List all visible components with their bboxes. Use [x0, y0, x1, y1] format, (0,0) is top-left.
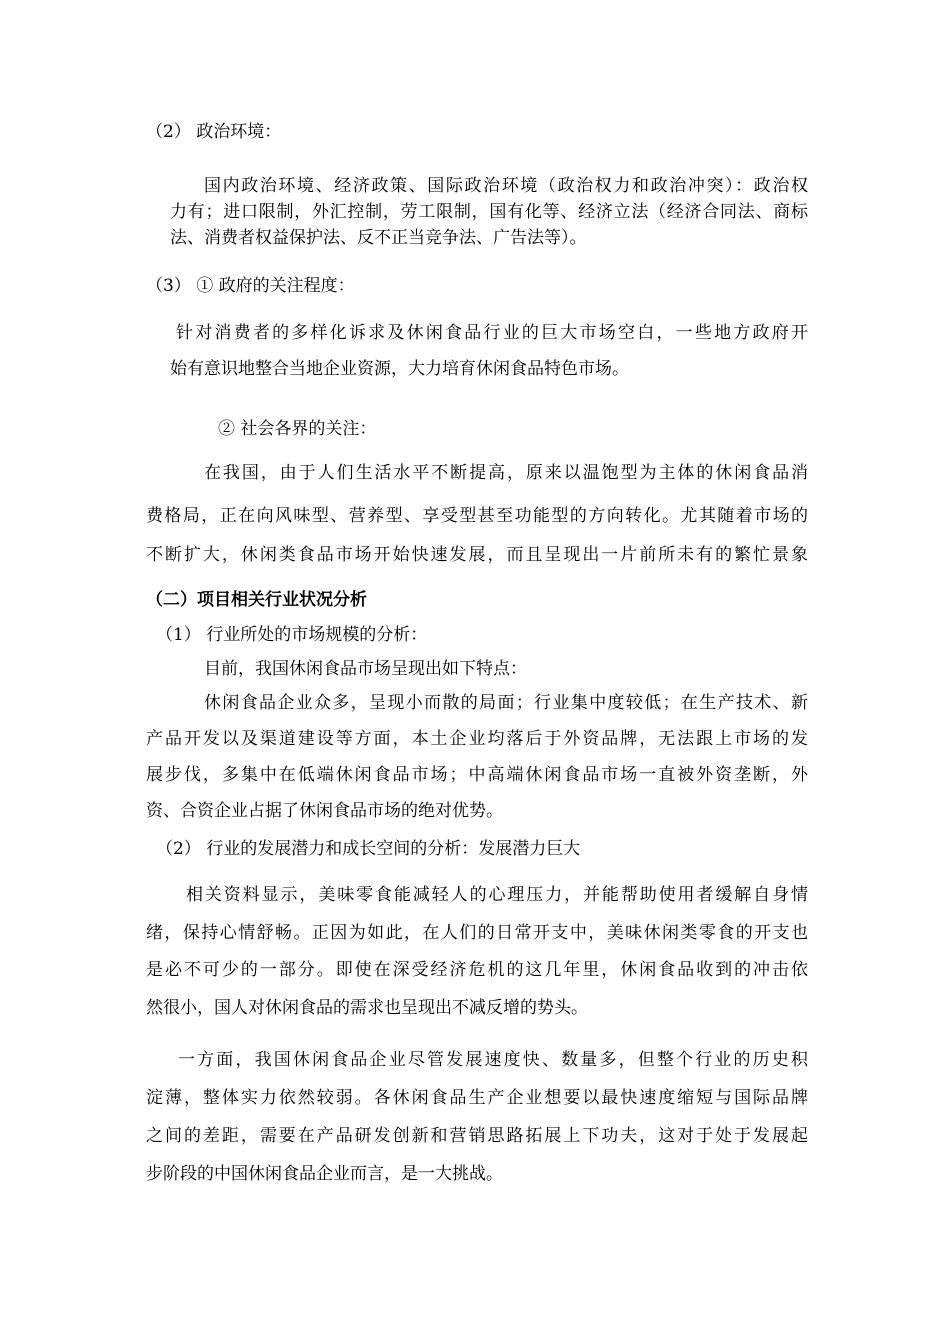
paragraph-line: 针对消费者的多样化诉求及休闲食品行业的巨大市场空白，一些地方政府开: [176, 323, 808, 343]
paragraph-line: 法、消费者权益保护法、反不正当竞争法、广告法等）。: [170, 228, 587, 248]
paragraph-line: 国内政治环境、经济政策、国际政治环境（政治权力和政治冲突）：政治权: [204, 176, 808, 196]
paragraph-line: 产品开发以及渠道建设等方面，本土企业均落后于外资品牌，无法跟上市场的发: [146, 729, 808, 749]
paragraph-line: 始有意识地整合当地企业资源，大力培育休闲食品特色市场。: [170, 359, 629, 379]
paragraph-line: 资、合资企业占据了休闲食品市场的绝对优势。: [146, 801, 503, 821]
paragraph-line: 在我国，由于人们生活水平不断提高，原来以温饱型为主体的休闲食品消: [204, 463, 808, 483]
paragraph-line: 力有；进口限制，外汇控制，劳工限制，国有化等、经济立法（经济合同法、商标: [170, 202, 808, 222]
paragraph-line: 然很小，国人对休闲食品的需求也呈现出不减反增的势头。: [146, 998, 588, 1018]
paragraph-line: 展步伐，多集中在低端休闲食品市场；中高端休闲食品市场一直被外资垄断，外: [146, 765, 808, 785]
paragraph-line: 是必不可少的一部分。即使在深受经济危机的这几年里，休闲食品收到的冲击依: [146, 960, 808, 980]
subheading-market-scale: （1） 行业所处的市场规模的分析：: [156, 625, 428, 645]
paragraph-line: 绪，保持心情舒畅。正因为如此，在人们的日常开支中，美味休闲类零食的开支也: [146, 923, 808, 943]
paragraph-line: 相关资料显示，美味零食能减轻人的心理压力，并能帮助使用者缓解自身情: [186, 885, 808, 905]
paragraph-line: 费格局，正在向风味型、营养型、享受型甚至功能型的方向转化。尤其随着市场的: [146, 506, 808, 526]
paragraph-line: 目前，我国休闲食品市场呈现出如下特点：: [204, 659, 527, 679]
subheading-social-attention: ② 社会各界的关注：: [218, 419, 377, 439]
section-heading-industry-analysis: （二）项目相关行业状况分析: [146, 590, 367, 610]
paragraph-line: 步阶段的中国休闲食品企业而言，是一大挑战。: [146, 1164, 503, 1184]
paragraph-line: 不断扩大，休闲类食品市场开始快速发展，而且呈现出一片前所未有的繁忙景象: [146, 545, 808, 565]
section-heading-government-attention: （3） ① 政府的关注程度：: [146, 276, 355, 296]
paragraph-line: 一方面，我国休闲食品企业尽管发展速度快、数量多，但整个行业的历史积: [178, 1050, 808, 1070]
paragraph-line: 休闲食品企业众多，呈现小而散的局面；行业集中度较低；在生产技术、新: [204, 693, 808, 713]
subheading-growth-potential: （2） 行业的发展潜力和成长空间的分析：发展潜力巨大: [156, 839, 581, 859]
section-heading-political-environment: （2） 政治环境：: [146, 122, 282, 142]
paragraph-line: 淀薄，整体实力依然较弱。各休闲食品生产企业想要以最快速度缩短与国际品牌: [146, 1088, 808, 1108]
paragraph-line: 之间的差距，需要在产品研发创新和营销思路拓展上下功夫，这对于处于发展起: [146, 1126, 808, 1146]
